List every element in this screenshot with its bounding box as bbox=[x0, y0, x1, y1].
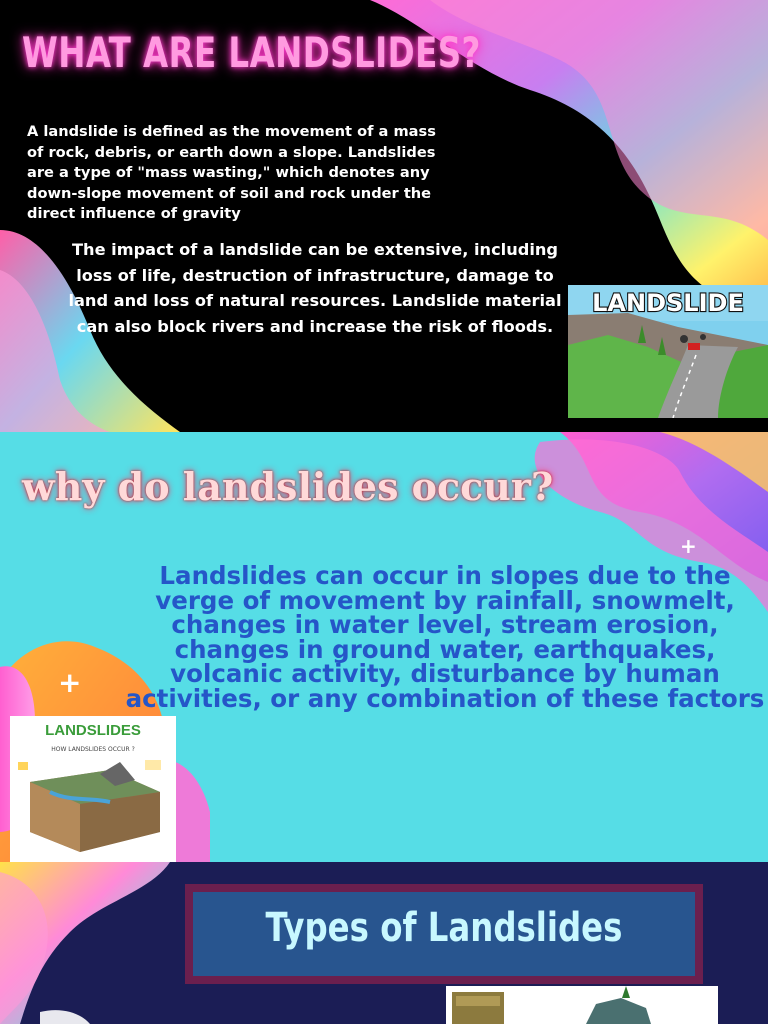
terrain-block-illustration bbox=[10, 752, 176, 862]
section-types-of-landslides bbox=[0, 862, 768, 1024]
section-why-landslides-occur bbox=[0, 432, 768, 862]
plus-decoration: + bbox=[680, 534, 697, 558]
definition-paragraph: A landslide is defined as the movement of a mass of rock, debris, or earth down a slope. Landslides are a type of "mass wasting," which denotes any down-slope movement of soil and rock under the direct influence of gravity bbox=[27, 123, 436, 222]
landslide-label: LANDSLIDE bbox=[592, 289, 744, 317]
impact-paragraph: The impact of a landslide can be extensive, including loss of life, destruction of infrastructure, damage to land and loss of natural resources. Landslide material can also block rivers and increase the risk of floods. bbox=[68, 240, 562, 336]
card-title: LANDSLIDES bbox=[45, 722, 141, 739]
heading-box bbox=[185, 884, 703, 984]
heading-box-inner bbox=[193, 892, 695, 976]
landslide-diagram-card bbox=[10, 716, 176, 862]
card-subtitle: HOW LANDSLIDES OCCUR ? bbox=[51, 746, 135, 753]
section-what-are-landslides bbox=[0, 0, 768, 432]
section-heading: WHAT ARE LANDSLIDES? bbox=[22, 28, 481, 77]
landslide-types-illustration bbox=[446, 986, 718, 1024]
plus-decoration: + bbox=[58, 666, 82, 699]
causes-paragraph: Landslides can occur in slopes due to the verge of movement by rainfall, snowmelt, changes in water level, stream erosion, changes in ground water, earthquakes, volcanic activity, disturbance by human activities, or any combination of these factors bbox=[125, 561, 765, 713]
section-heading: why do landslides occur? bbox=[22, 464, 554, 509]
landslide-illustration bbox=[568, 285, 768, 418]
section-heading: Types of Landslides bbox=[265, 905, 623, 951]
